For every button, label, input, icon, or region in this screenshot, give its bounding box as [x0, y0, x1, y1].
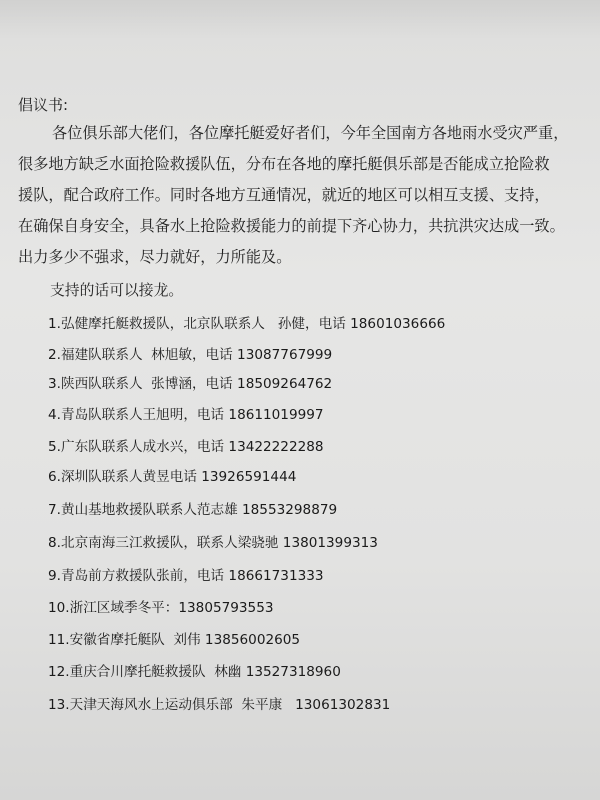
- contact-entry: 3.陕西队联系人 张博涵，电话 18509264762: [48, 376, 333, 392]
- contact-entry: 8.北京南海三江救援队，联系人梁骁驰 13801399313: [48, 535, 378, 551]
- support-line: 支持的话可以接龙。: [50, 282, 184, 299]
- paragraph-line: 出力多少不强求，尽力就好，力所能及。: [18, 248, 292, 266]
- paragraph-line: 援队，配合政府工作。同时各地方互通情况，就近的地区可以相互支援、支持，: [18, 186, 550, 204]
- contact-entry: 11.安徽省摩托艇队 刘伟 13856002605: [48, 632, 301, 648]
- contact-entry: 10.浙江区域季冬平：13805793553: [48, 600, 274, 616]
- paragraph-line: 各位俱乐部大佬们，各位摩托艇爱好者们，今年全国南方各地雨水受灾严重，: [52, 124, 569, 142]
- contact-entry: 2.福建队联系人 林旭敏，电话 13087767999: [48, 347, 333, 363]
- contact-entry: 7.黄山基地救援队联系人范志雄 18553298879: [48, 502, 338, 518]
- paragraph-line: 很多地方缺乏水面抢险救援队伍，分布在各地的摩托艇俱乐部是否能成立抢险救: [18, 155, 550, 173]
- contact-entry: 13.天津天海风水上运动俱乐部 朱平康 13061302831: [48, 697, 391, 713]
- contact-entry: 9.青岛前方救援队张前，电话 18661731333: [48, 568, 324, 584]
- document-heading: 倡议书:: [18, 96, 69, 114]
- contact-entry: 1.弘健摩托艇救援队，北京队联系人 孙健，电话 18601036666: [48, 316, 446, 332]
- contact-entry: 6.深圳队联系人黄昱电话 13926591444: [48, 469, 297, 485]
- paragraph-line: 在确保自身安全，具备水上抢险救援能力的前提下齐心协力，共抗洪灾达成一致。: [18, 217, 565, 235]
- contact-entry: 4.青岛队联系人王旭明，电话 18611019997: [48, 407, 324, 423]
- contact-entry: 5.广东队联系人成水兴，电话 13422222288: [48, 439, 324, 455]
- contact-entry: 12.重庆合川摩托艇救援队 林幽 13527318960: [48, 664, 341, 680]
